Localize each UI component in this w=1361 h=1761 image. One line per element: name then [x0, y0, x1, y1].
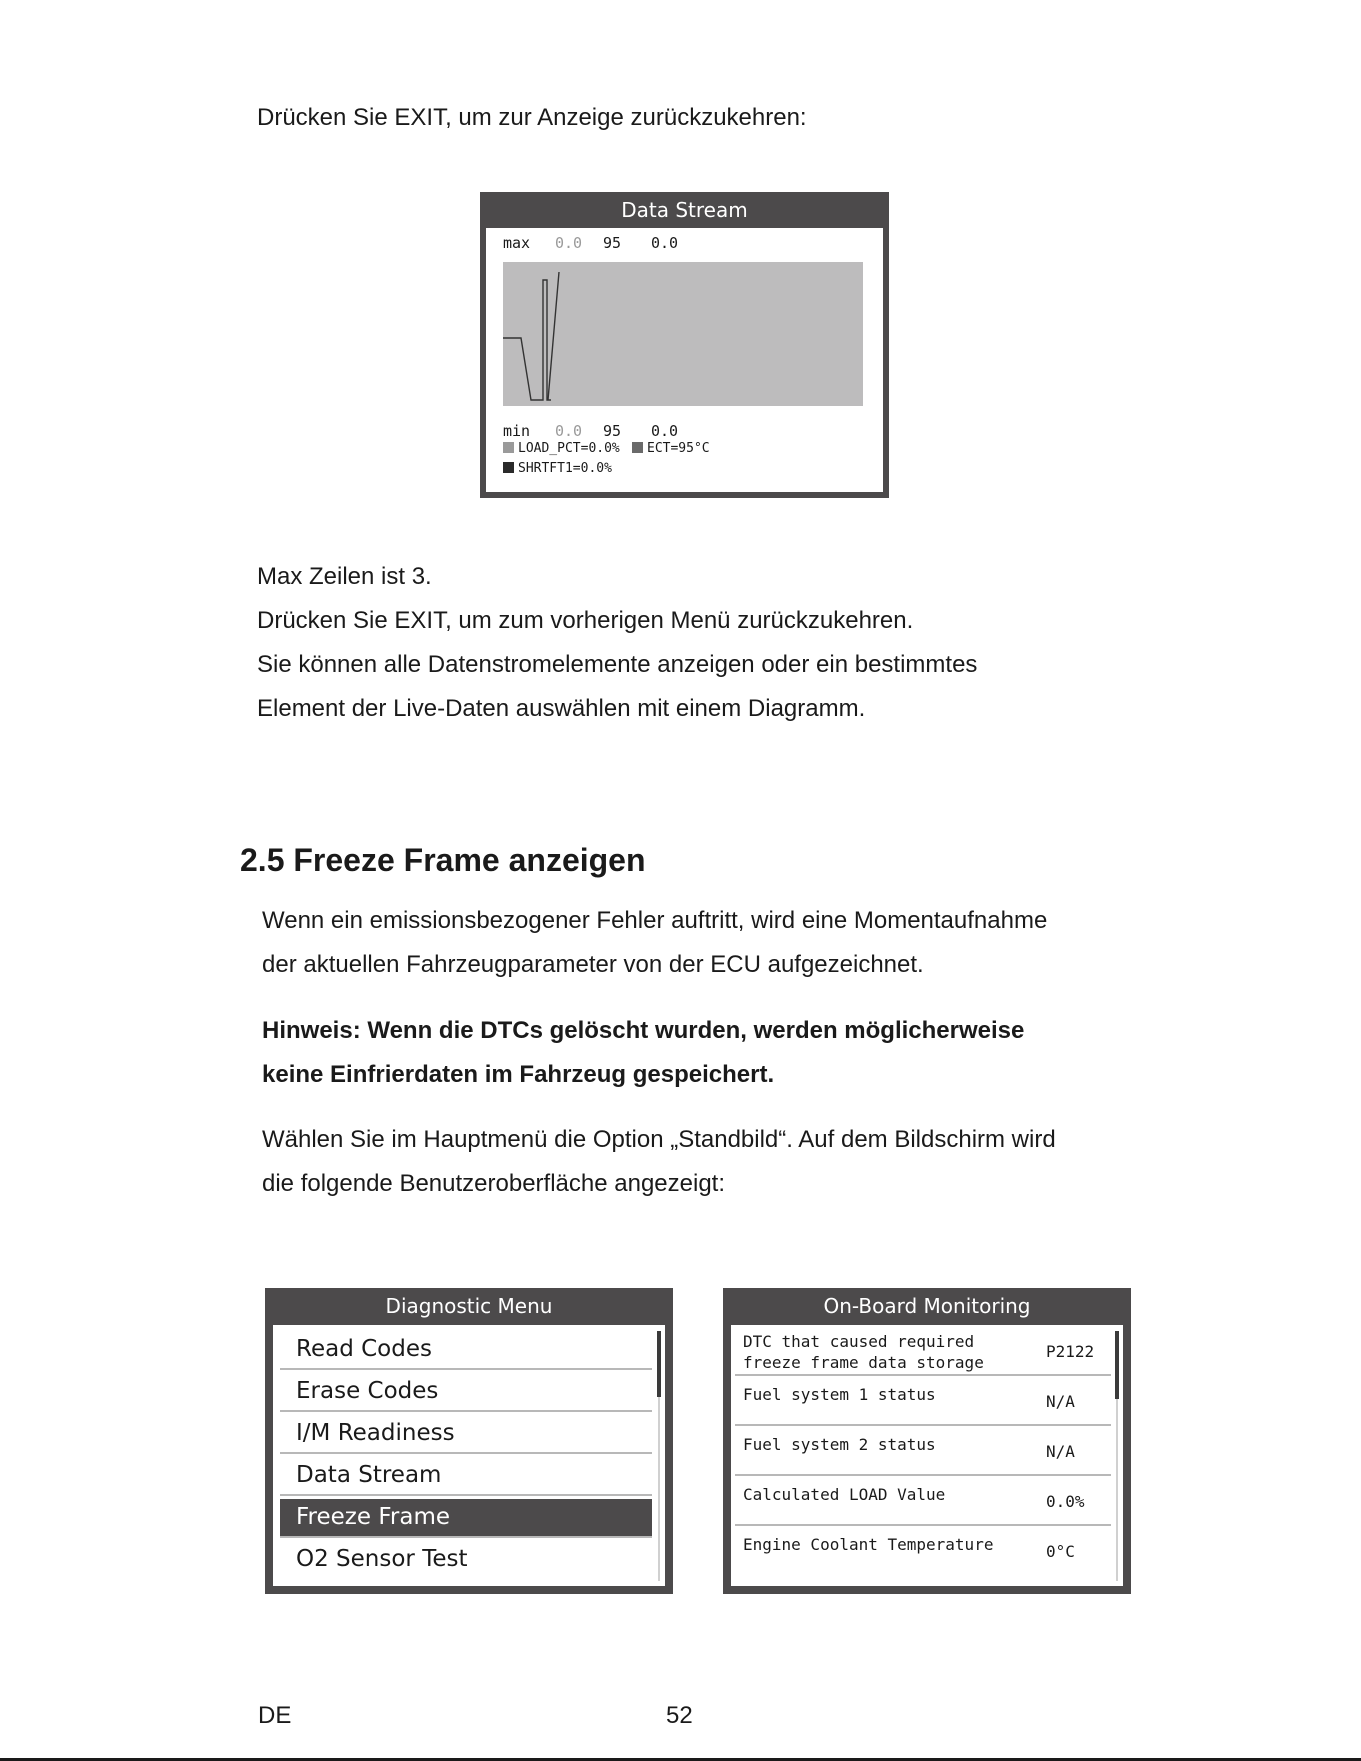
paragraph-2: Wenn ein emissionsbezogener Fehler auftritt, wird eine Momentaufnahme der aktuellen Fahrzeugparameter von der ECU aufgezeichnet. [262, 907, 1048, 978]
screen-body [486, 228, 883, 492]
monitor-row-coolant-temp: Engine Coolant Temperature 0°C [743, 1535, 1075, 1561]
legend-item-load-pct: LOAD_PCT=0.0% [503, 441, 620, 456]
paragraph-1: Max Zeilen ist 3. Drücken Sie EXIT, um zum vorherigen Menü zurückzukehren. Sie können alle Datenstromelemente anzeigen oder ein bestimmtes Element der Live-Daten auswählen mit einem Diagramm. [257, 563, 978, 722]
intro-line: Drücken Sie EXIT, um zur Anzeige zurückzukehren: [257, 104, 807, 131]
diagnostic-menu-screen [265, 1288, 673, 1594]
screen-title: Diagnostic Menu [385, 1294, 553, 1318]
legend-item-shrtft1: SHRTFT1=0.0% [503, 461, 612, 476]
paragraph-3: Wählen Sie im Hauptmenü die Option „Standbild“. Auf dem Bildschirm wird die folgende Benutzeroberfläche angezeigt: [262, 1126, 1056, 1197]
scrollbar-thumb[interactable] [1115, 1331, 1119, 1399]
screen-title: Data Stream [621, 198, 748, 222]
legend-swatch [632, 442, 643, 453]
menu-item-freeze-frame[interactable]: Freeze Frame [280, 1499, 652, 1538]
legend-swatch [503, 442, 514, 453]
menu-item-data-stream[interactable]: Data Stream [280, 1457, 652, 1496]
data-stream-screen [480, 192, 889, 498]
min-value-3: 0.0 [651, 422, 679, 440]
menu-item-o2-sensor-test[interactable]: O2 Sensor Test [296, 1546, 468, 1572]
monitor-row-dtc: DTC that caused required freeze frame data storage P2122 [735, 1327, 1111, 1376]
min-label: min [503, 422, 531, 440]
menu-item-read-codes[interactable]: Read Codes [280, 1331, 652, 1370]
legend-swatch [503, 462, 514, 473]
graph-lines [503, 262, 863, 406]
scrollbar-thumb[interactable] [657, 1331, 661, 1397]
max-label: max [503, 234, 531, 252]
footer-language: DE [258, 1702, 292, 1729]
max-value-2: 95 [603, 234, 622, 252]
monitor-row-load-value: Calculated LOAD Value 0.0% [735, 1476, 1111, 1526]
series-line-1 [503, 280, 551, 400]
onboard-monitoring-screen [723, 1288, 1131, 1594]
legend-item-ect: ECT=95°C [632, 441, 710, 456]
min-value-1: 0.0 [555, 422, 583, 440]
menu-item-im-readiness[interactable]: I/M Readiness [280, 1415, 652, 1454]
max-value-3: 0.0 [651, 234, 679, 252]
series-line-2 [548, 272, 559, 400]
menu-item-erase-codes[interactable]: Erase Codes [280, 1373, 652, 1412]
menu-list [273, 1325, 665, 1586]
graph-area [503, 262, 863, 406]
screen-title: On-Board Monitoring [823, 1294, 1031, 1318]
page-number: 52 [666, 1702, 693, 1729]
monitor-row-fuel-system-1: Fuel system 1 status N/A [735, 1376, 1111, 1426]
monitoring-list [731, 1325, 1123, 1586]
section-heading: 2.5 Freeze Frame anzeigen [240, 842, 646, 878]
min-value-2: 95 [603, 422, 622, 440]
monitor-row-fuel-system-2: Fuel system 2 status N/A [735, 1426, 1111, 1476]
note: Hinweis: Wenn die DTCs gelöscht wurden, werden möglicherweise keine Einfrierdaten im Fahrzeug gespeichert. [262, 1017, 1025, 1088]
max-value-1: 0.0 [555, 234, 583, 252]
